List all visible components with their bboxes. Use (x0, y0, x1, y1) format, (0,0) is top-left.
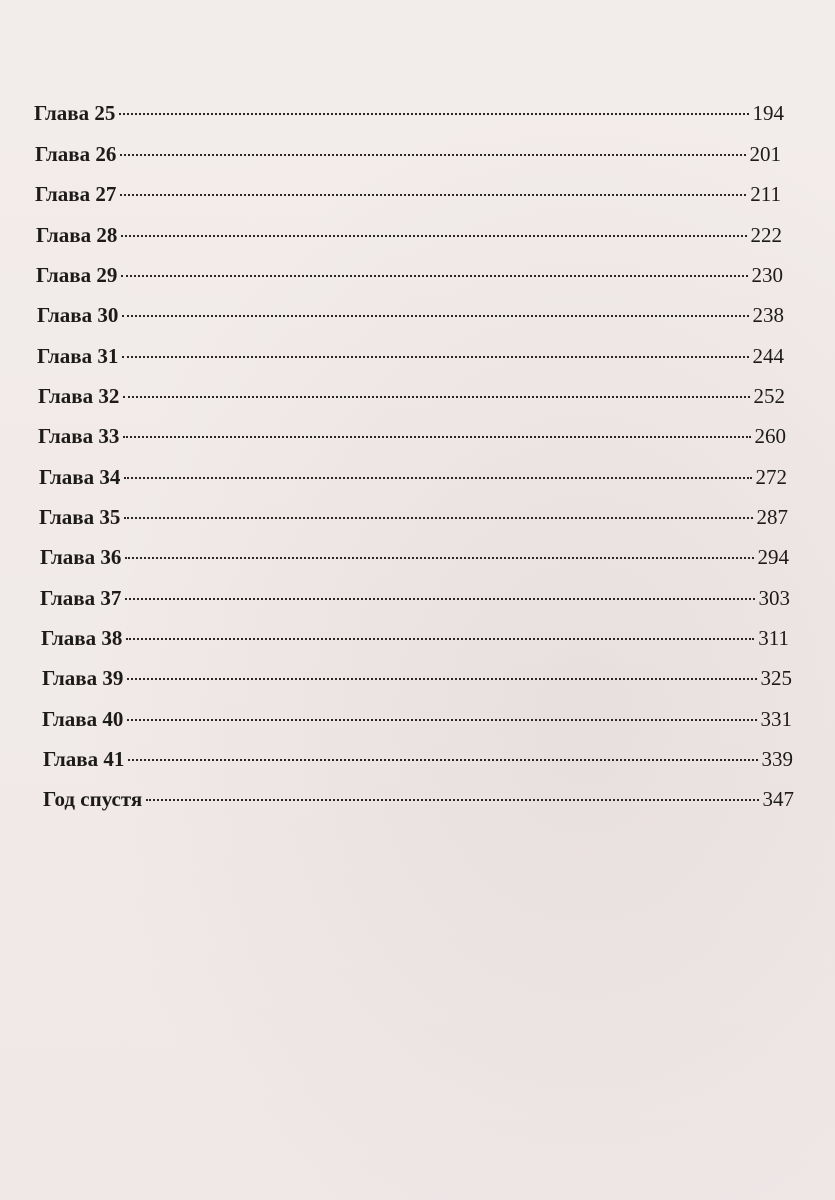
toc-entry-page-number: 252 (753, 384, 785, 408)
toc-entry (41, 621, 789, 655)
dot-leader (122, 356, 748, 358)
toc-entry-title: Глава 28 (36, 223, 118, 247)
dot-leader (128, 759, 757, 761)
toc-entry (38, 419, 786, 453)
dot-leader (127, 719, 756, 721)
toc-entry-page-number: 303 (758, 586, 790, 610)
dot-leader (119, 113, 748, 115)
toc-entry-title: Глава 33 (38, 424, 120, 448)
toc-entry-page-number: 194 (752, 101, 784, 125)
dot-leader (123, 396, 749, 398)
toc-entry-page-number: 244 (752, 344, 784, 368)
dot-leader (121, 235, 746, 237)
toc-entry-page-number: 294 (757, 545, 789, 569)
toc-entry-title: Глава 31 (37, 344, 119, 368)
toc-entry (42, 661, 792, 695)
toc-entry-title: Глава 40 (42, 707, 124, 731)
toc-entry-page-number: 211 (750, 182, 781, 206)
toc-entry-page-number: 311 (758, 626, 789, 650)
toc-entry-title: Глава 26 (35, 142, 117, 166)
toc-entry-title: Глава 30 (37, 303, 119, 327)
toc-entry-page-number: 230 (751, 263, 783, 287)
toc-entry-page-number: 222 (750, 223, 782, 247)
toc-entry-title: Глава 37 (40, 586, 122, 610)
dot-leader (120, 194, 746, 196)
toc-entry (35, 177, 781, 211)
toc-entry-page-number: 260 (754, 424, 786, 448)
toc-entry (39, 500, 788, 534)
toc-entry (40, 540, 789, 574)
toc-entry-title: Глава 39 (42, 666, 124, 690)
toc-entry-page-number: 325 (760, 666, 792, 690)
dot-leader (120, 154, 745, 156)
toc-entry (35, 137, 781, 171)
toc-entry-page-number: 287 (756, 505, 788, 529)
toc-entry (43, 742, 793, 776)
toc-entry-page-number: 339 (761, 747, 793, 771)
toc-entry-title: Глава 36 (40, 545, 122, 569)
toc-entry-title: Глава 27 (35, 182, 117, 206)
dot-leader (125, 598, 754, 600)
toc-entry-title: Глава 25 (34, 101, 116, 125)
toc-entry (36, 258, 783, 292)
dot-leader (127, 678, 756, 680)
toc-entry-page-number: 201 (749, 142, 781, 166)
toc-entry (37, 298, 784, 332)
toc-entry-page-number: 272 (755, 465, 787, 489)
dot-leader (124, 517, 752, 519)
dot-leader (125, 557, 753, 559)
toc-entry-title: Глава 41 (43, 747, 125, 771)
dot-leader (146, 799, 758, 801)
toc-entry-title: Глава 34 (39, 465, 121, 489)
toc-entry-page-number: 347 (762, 787, 794, 811)
toc-entry (39, 460, 787, 494)
toc-entry (37, 339, 784, 373)
toc-entry (38, 379, 785, 413)
toc-entry (36, 218, 782, 252)
toc-entry (40, 581, 790, 615)
toc-entry-title: Глава 38 (41, 626, 123, 650)
toc-entry-page-number: 238 (752, 303, 784, 327)
toc-entry-title: Глава 35 (39, 505, 121, 529)
dot-leader (122, 315, 748, 317)
dot-leader (124, 477, 751, 479)
toc-entry-title: Год спустя (43, 787, 143, 811)
dot-leader (121, 275, 747, 277)
toc-entry-title: Глава 32 (38, 384, 120, 408)
dot-leader (126, 638, 754, 640)
dot-leader (123, 436, 750, 438)
toc-entry (34, 96, 784, 130)
toc-entry-page-number: 331 (760, 707, 792, 731)
toc-entry-title: Глава 29 (36, 263, 118, 287)
toc-entry (42, 702, 792, 736)
toc-entry (43, 782, 794, 816)
